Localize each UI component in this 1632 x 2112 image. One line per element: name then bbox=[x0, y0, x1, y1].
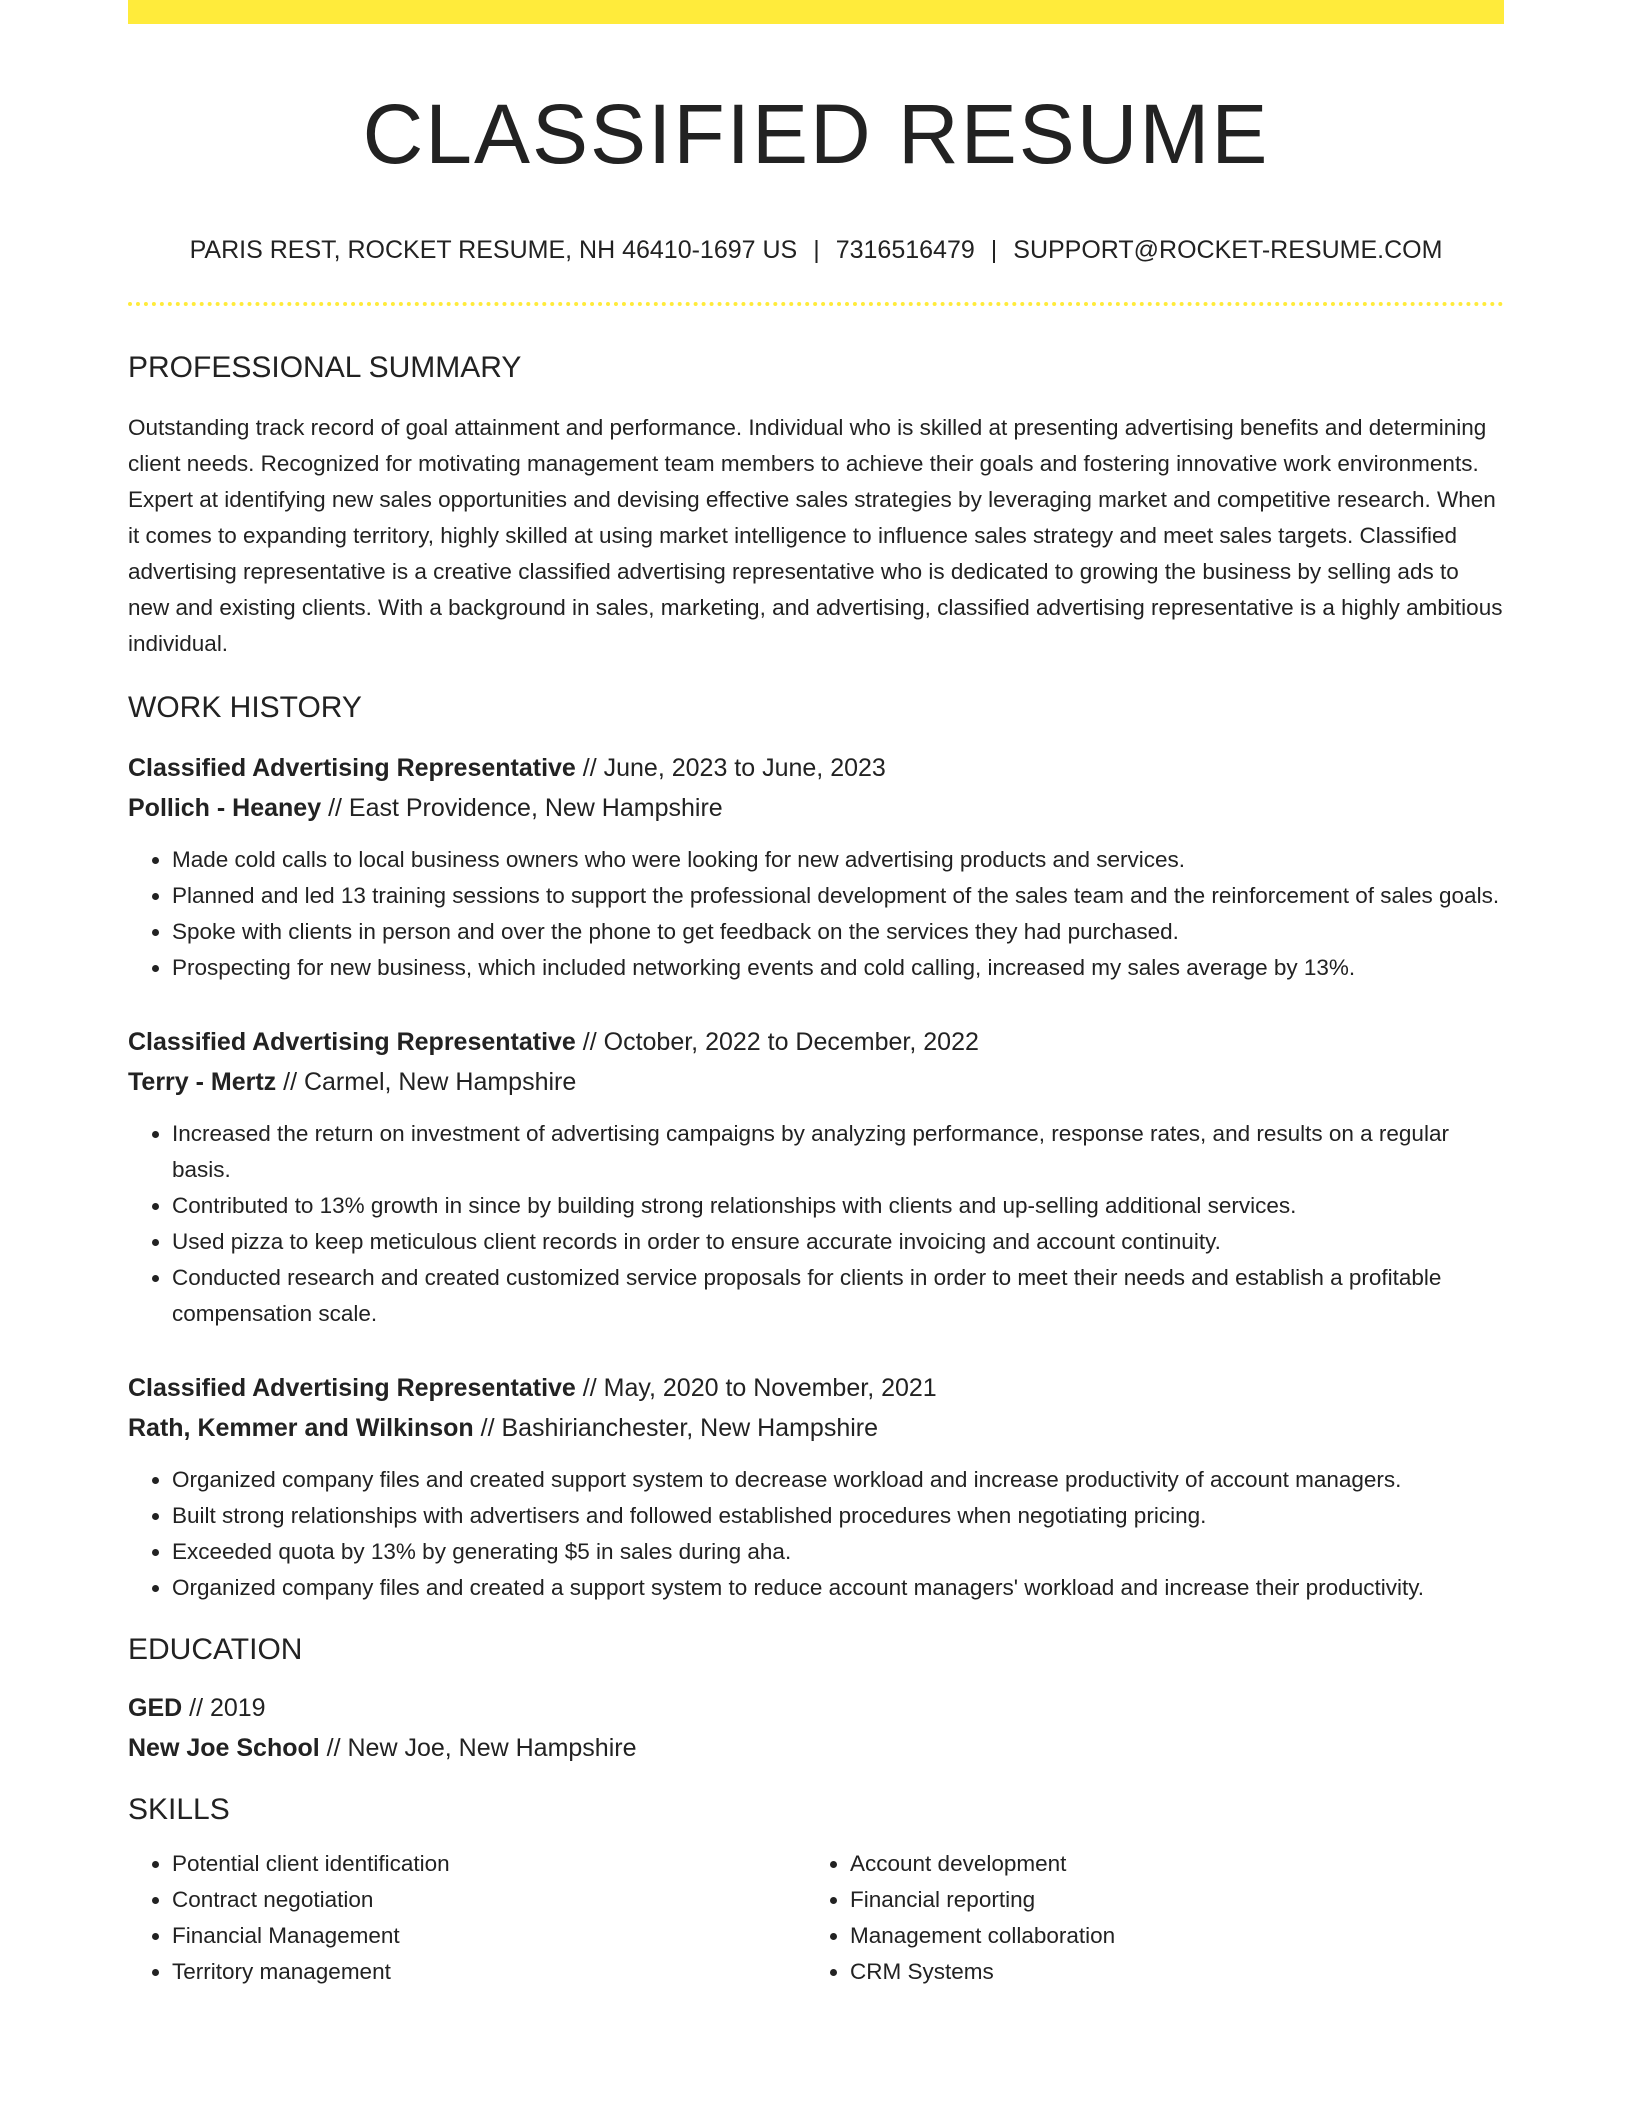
separator: | bbox=[813, 236, 820, 264]
job-dates: // June, 2023 to June, 2023 bbox=[575, 754, 886, 782]
job-location: // Bashirianchester, New Hampshire bbox=[473, 1414, 879, 1442]
job-bullet: • Organized company files and created support system to decrease workload and increase productivity of account managers. bbox=[172, 1462, 1504, 1498]
job-company-line bbox=[128, 1408, 1504, 1448]
job-dates: // October, 2022 to December, 2022 bbox=[575, 1028, 979, 1056]
job-bullets bbox=[128, 1116, 1504, 1332]
job-bullet: • Increased the return on investment of advertising campaigns by analyzing performance, response rates, and results on a regular basis. bbox=[172, 1116, 1504, 1188]
skill-item: • Management collaboration bbox=[850, 1918, 1484, 1954]
job-bullet: • Planned and led 13 training sessions to support the professional development of the sales team and the reinforcement of sales goals. bbox=[172, 878, 1504, 914]
school-location: // New Joe, New Hampshire bbox=[319, 1734, 637, 1762]
job-bullet: • Exceeded quota by 13% by generating $5 in sales during aha. bbox=[172, 1534, 1504, 1570]
job-entry bbox=[128, 1368, 1504, 1606]
job-role: Classified Advertising Representative bbox=[128, 754, 576, 782]
skills-column-right bbox=[806, 1846, 1484, 1990]
degree: GED bbox=[128, 1694, 183, 1722]
resume-page bbox=[128, 0, 1504, 1990]
skills-column-left bbox=[128, 1846, 806, 1990]
job-company: Pollich - Heaney bbox=[128, 794, 322, 822]
skill-item: • CRM Systems bbox=[850, 1954, 1484, 1990]
email: SUPPORT@ROCKET-RESUME.COM bbox=[1013, 236, 1443, 264]
job-bullets bbox=[128, 1462, 1504, 1606]
job-bullet: • Made cold calls to local business owners who were looking for new advertising products and services. bbox=[172, 842, 1504, 878]
skill-item: • Account development bbox=[850, 1846, 1484, 1882]
skills-grid bbox=[128, 1846, 1504, 1990]
education-entry bbox=[128, 1688, 1504, 1768]
job-company: Terry - Mertz bbox=[128, 1068, 277, 1096]
job-bullet: • Prospecting for new business, which included networking events and cold calling, increased my sales average by 13%. bbox=[172, 950, 1504, 986]
skill-item: • Contract negotiation bbox=[172, 1882, 806, 1918]
skill-item: • Potential client identification bbox=[172, 1846, 806, 1882]
job-company-line bbox=[128, 1062, 1504, 1102]
top-accent-bar bbox=[128, 0, 1504, 24]
degree-line bbox=[128, 1688, 1504, 1728]
summary-text: Outstanding track record of goal attainment and performance. Individual who is skilled at presenting advertising benefits and determining client needs. Recognized for motivating management team members to achieve their goals and fostering innovative work environments. Expert at identifying new sales opportunities and devising effective sales strategies by leveraging market and competitive research. When it comes to expanding territory, highly skilled at using market intelligence to influence sales strategy and meet sales targets. Classified advertising representative is a creative classified advertising representative who is dedicated to growing the business by selling ads to new and existing clients. With a background in sales, marketing, and advertising, classified advertising representative is a highly ambitious individual. bbox=[128, 415, 1503, 656]
job-entry bbox=[128, 1022, 1504, 1332]
job-dates: // May, 2020 to November, 2021 bbox=[575, 1374, 937, 1402]
job-role: Classified Advertising Representative bbox=[128, 1374, 576, 1402]
resume-title: CLASSIFIED RESUME bbox=[362, 87, 1270, 181]
job-role-line bbox=[128, 1022, 1504, 1062]
job-company-line bbox=[128, 788, 1504, 828]
separator: | bbox=[990, 236, 998, 264]
section-title-work-history: WORK HISTORY bbox=[128, 691, 362, 724]
skill-item: • Territory management bbox=[172, 1954, 806, 1990]
section-title-skills: SKILLS bbox=[128, 1793, 230, 1826]
school: New Joe School bbox=[128, 1734, 320, 1762]
job-bullet: • Spoke with clients in person and over the phone to get feedback on the services they had purchased. bbox=[172, 914, 1504, 950]
job-bullet: • Conducted research and created customized service proposals for clients in order to meet their needs and establish a profitable compensation scale. bbox=[172, 1260, 1504, 1332]
school-line bbox=[128, 1728, 1504, 1768]
job-role-line bbox=[128, 1368, 1504, 1408]
degree-year: // 2019 bbox=[182, 1694, 266, 1722]
job-role: Classified Advertising Representative bbox=[128, 1028, 576, 1056]
contact-line bbox=[128, 234, 1504, 266]
address: PARIS REST, ROCKET RESUME, NH 46410-1697 US bbox=[189, 236, 798, 264]
skill-item: • Financial reporting bbox=[850, 1882, 1484, 1918]
job-bullet: • Contributed to 13% growth in since by building strong relationships with clients and up-selling additional services. bbox=[172, 1188, 1504, 1224]
job-bullet: • Built strong relationships with advertisers and followed established procedures when negotiating pricing. bbox=[172, 1498, 1504, 1534]
job-location: // East Providence, New Hampshire bbox=[321, 794, 723, 822]
job-role-line bbox=[128, 748, 1504, 788]
section-title-education: EDUCATION bbox=[128, 1633, 303, 1666]
job-bullets bbox=[128, 842, 1504, 986]
job-company: Rath, Kemmer and Wilkinson bbox=[128, 1414, 474, 1442]
phone: 7316516479 bbox=[835, 236, 975, 264]
skill-item: • Financial Management bbox=[172, 1918, 806, 1954]
dotted-divider bbox=[128, 302, 1504, 306]
job-location: // Carmel, New Hampshire bbox=[276, 1068, 577, 1096]
job-bullet: • Used pizza to keep meticulous client records in order to ensure accurate invoicing and account continuity. bbox=[172, 1224, 1504, 1260]
job-bullet: • Organized company files and created a support system to reduce account managers' workload and increase their productivity. bbox=[172, 1570, 1504, 1606]
section-title-summary: PROFESSIONAL SUMMARY bbox=[128, 351, 522, 384]
job-entry bbox=[128, 748, 1504, 986]
